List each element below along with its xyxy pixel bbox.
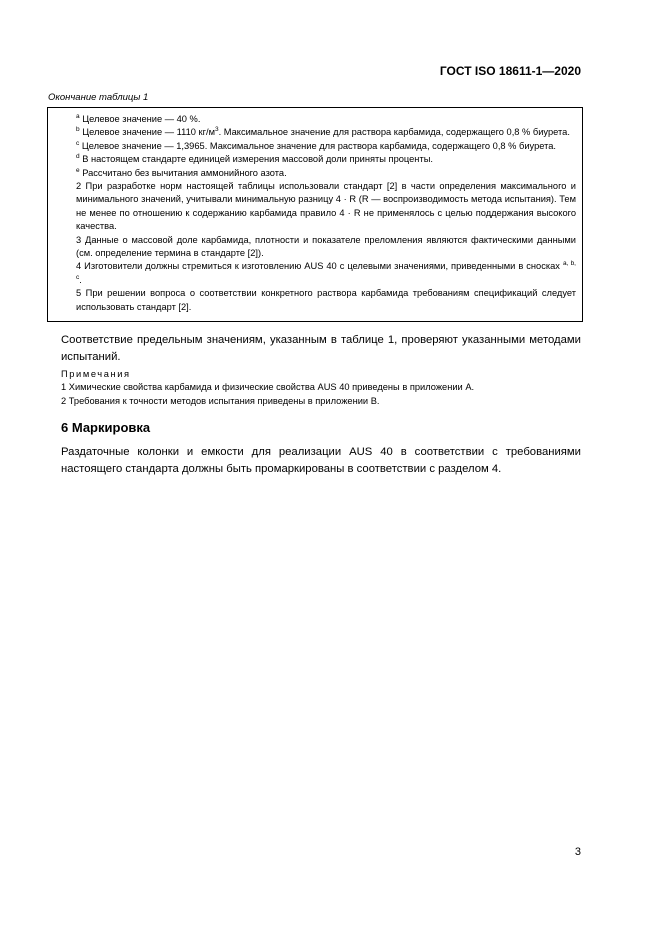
table-note-2: 2 При разработке норм настоящей таблицы использовали стандарт [2] в части определения максимального и минимального значений, учитывали минимальную разницу 4 · R (R — воспроизводимость метода испытания). Тем не менее по отношению к содержанию карбамида правило 4 · R не применялось с целью поддержания высокого качества. xyxy=(76,181,576,232)
note-item-2: 2 Требования к точности методов испытания приведены в приложении В. xyxy=(61,395,380,406)
footnote-superscript: 3 xyxy=(214,126,219,134)
footnote-mark: d xyxy=(76,153,80,161)
footnote-text-continued: . Максимальное значение для раствора карбамида, содержащего 0,8 % биурета. xyxy=(218,127,570,138)
table-note-text: 4 Изготовители должны стремиться к изготовлению AUS 40 с целевыми значениями, приведенными в сносках xyxy=(76,261,560,272)
footnote-c xyxy=(76,140,576,153)
table-note-5: 5 При решении вопроса о соответствии конкретного раствора карбамида требованиям спецификаций следует использовать стандарт [2]. xyxy=(76,288,576,312)
footnote-mark: a xyxy=(76,112,80,120)
footnote-a xyxy=(76,113,576,126)
table-note-superscript: a, b, c xyxy=(76,260,576,281)
table-note-3: 3 Данные о массовой доле карбамида, плотности и показателе преломления являются фактическими данными (см. определение термина в стандарте [2]). xyxy=(76,234,576,259)
footnote-mark: c xyxy=(76,139,80,147)
marking-paragraph: Раздаточные колонки и емкости для реализации AUS 40 в соответствии с требованиями настоящего стандарта должны быть промаркированы в соответствии с разделом 4. xyxy=(61,446,581,475)
section-title: 6 Маркировка xyxy=(61,420,151,435)
page-number: 3 xyxy=(574,846,581,858)
table-footnotes-box xyxy=(47,107,583,322)
notes-heading: Примечания xyxy=(61,369,131,379)
footnote-d xyxy=(76,153,576,166)
document-id: ГОСТ ISO 18611-1—2020 xyxy=(439,64,581,78)
note-item-1: 1 Химические свойства карбамида и физические свойства AUS 40 приведены в приложении А. xyxy=(61,382,475,393)
footnote-text: Целевое значение — 1110 кг/м xyxy=(79,127,215,138)
table-end-caption: Окончание таблицы 1 xyxy=(48,92,149,103)
footnote-e xyxy=(76,167,576,180)
footnote-text: В настоящем стандарте единицей измерения массовой доли приняты проценты. xyxy=(79,154,433,165)
footnote-mark: b xyxy=(76,126,80,134)
notes-block xyxy=(61,368,581,408)
footnote-mark: e xyxy=(76,166,80,174)
footnote-text: Рассчитано без вычитания аммонийного азота. xyxy=(79,167,287,178)
footnote-text: Целевое значение — 40 %. xyxy=(79,114,201,124)
footnote-text: Целевое значение — 1,3965. Максимальное значение для раствора карбамида, содержащего 0,8 % биурета. xyxy=(79,140,557,151)
table-note-4 xyxy=(76,260,576,287)
table-note-tail: . xyxy=(79,274,82,285)
compliance-paragraph: Соответствие предельным значениям, указанным в таблице 1, проверяют указанными методами испытаний. xyxy=(61,334,581,363)
footnote-b xyxy=(76,126,576,139)
